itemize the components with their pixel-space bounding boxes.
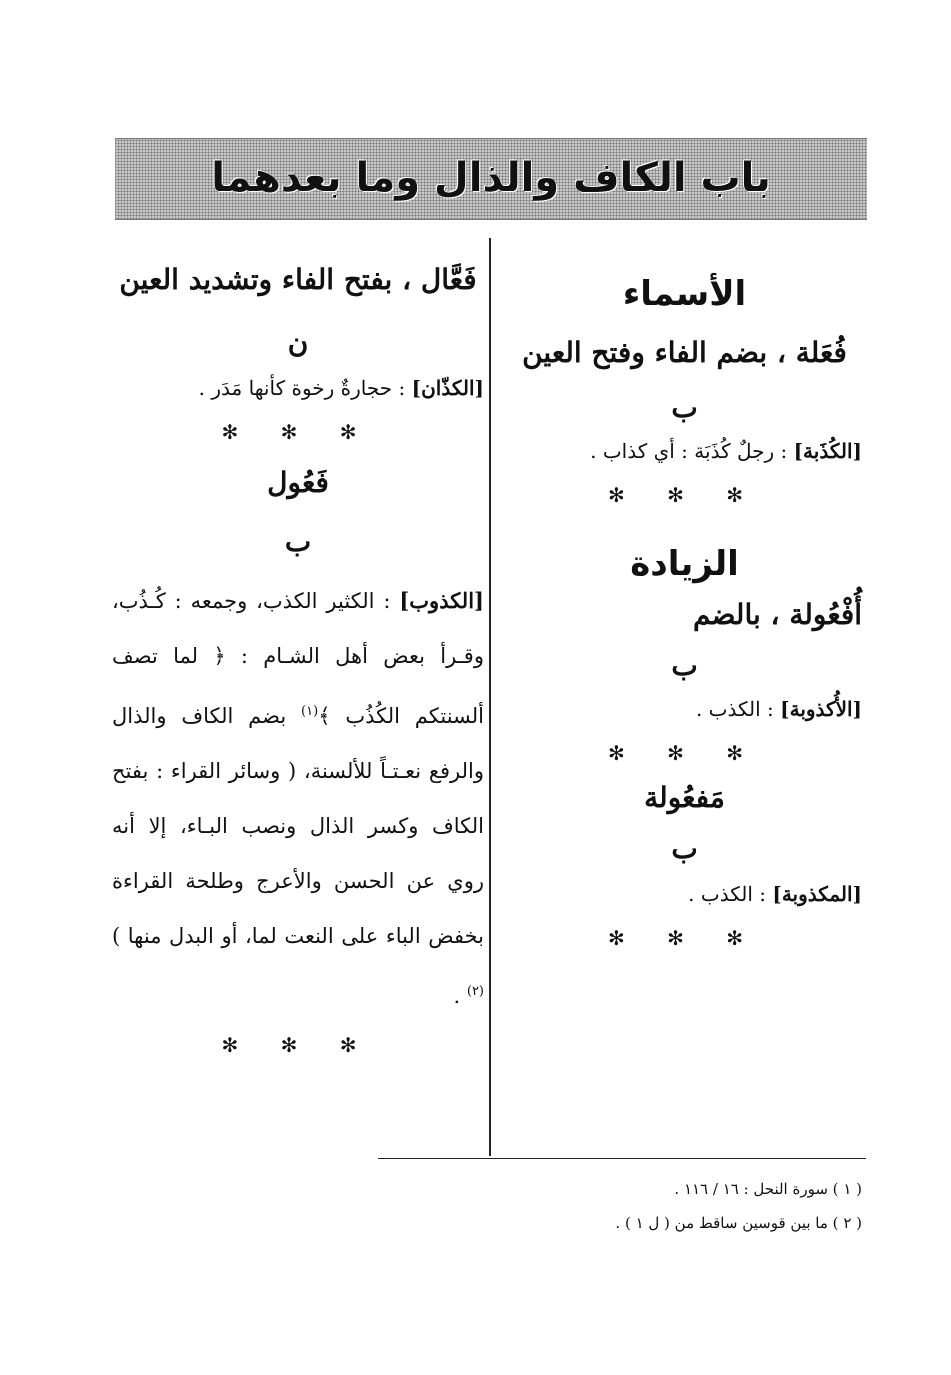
right-column bbox=[507, 248, 862, 951]
letter-heading: ن bbox=[287, 326, 309, 360]
footnote-marker: (٢) bbox=[466, 983, 484, 999]
entry-kadhdhan bbox=[112, 374, 484, 403]
entry-term: [الأُكذوبة] bbox=[780, 696, 862, 721]
letter-heading: ب bbox=[671, 831, 698, 865]
separator-stars: ✻ ✻ ✻ bbox=[608, 740, 761, 765]
chapter-title: باب الكاف والذال وما بعدهما bbox=[211, 155, 771, 201]
pattern-heading-faal: فَعَّال ، بفتح الفاء وتشديد العين bbox=[119, 263, 477, 296]
entry-ukdhuba bbox=[507, 695, 862, 724]
entry-text: . bbox=[453, 983, 467, 1008]
entry-text: : الكذب . bbox=[695, 696, 774, 721]
entry-text: بضم الكاف والذال والرفع نعـتـاً للألسنة، ( وسائر القراء : بفتح الكاف وكسر الذال ونصب البـاء، إلا أنه روي عن الحسن والأعرج وطلحة القراءة بخفض الباء على النعت لما، أو البدل منها ) bbox=[112, 703, 484, 948]
footnotes bbox=[600, 1172, 862, 1240]
letter-heading: ب bbox=[671, 391, 698, 425]
entry-text: : رجلٌ كُذَبَة : أي كذاب . bbox=[590, 438, 788, 463]
entry-term: [المكذوبة] bbox=[772, 881, 862, 906]
pattern-heading-ufula: أُفْعُولة ، بالضم bbox=[693, 597, 862, 631]
separator-stars: ✻ ✻ ✻ bbox=[608, 925, 761, 950]
footnote-2: ( ٢ ) ما بين قوسين ساقط من ( ل ١ ) . bbox=[615, 1214, 862, 1232]
chapter-header bbox=[115, 138, 867, 220]
pattern-heading-fauul: فَعُول bbox=[267, 465, 329, 499]
separator-stars: ✻ ✻ ✻ bbox=[608, 482, 761, 507]
entry-makdhuba bbox=[507, 880, 862, 909]
left-column bbox=[112, 248, 484, 1058]
section-heading-ziyada: الزيادة bbox=[630, 543, 739, 584]
separator-stars: ✻ ✻ ✻ bbox=[221, 419, 375, 444]
footnote-1: ( ١ ) سورة النحل : ١٦ / ١١٦ . bbox=[674, 1180, 862, 1198]
separator-stars: ✻ ✻ ✻ bbox=[221, 1032, 375, 1057]
entry-text: : حجارةٌ رخوة كأنها مَدَر . bbox=[198, 375, 406, 400]
section-heading-asmaa: الأسماء bbox=[622, 274, 747, 314]
entry-kudhaba bbox=[507, 437, 862, 466]
entry-text: : الكثير الكذب، وجمعه : كُـذُب، وقـرأ بعض أهل الشـام : ﴿ لما تصف ألسنتكم الكُذُب ﴾ bbox=[112, 588, 485, 728]
letter-heading: ب bbox=[284, 525, 312, 559]
footnote-rule bbox=[378, 1158, 866, 1159]
pattern-heading-fuala: فُعَلة ، بضم الفاء وفتح العين bbox=[522, 335, 847, 369]
entry-text: : الكذب . bbox=[688, 881, 766, 906]
letter-heading: ب bbox=[671, 648, 698, 682]
entry-kadhub-paragraph bbox=[112, 573, 484, 1024]
entry-term: [الكذّان] bbox=[411, 375, 484, 400]
pattern-heading-mafula: مَفعُولة bbox=[644, 780, 725, 814]
column-divider bbox=[489, 238, 491, 1156]
entry-term: [الكذوب] bbox=[399, 587, 484, 613]
entry-term: [الكُذَبة] bbox=[793, 438, 862, 463]
footnote-marker: (١) bbox=[301, 703, 319, 719]
